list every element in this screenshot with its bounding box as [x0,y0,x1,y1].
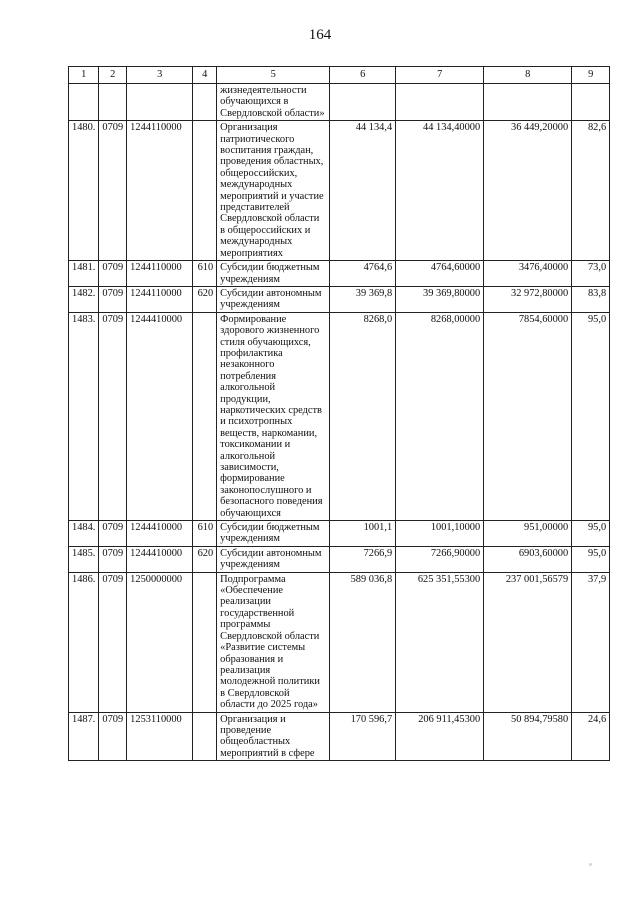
execution-percent: 95,0 [572,546,610,572]
approved-amount: 4764,60000 [396,261,484,287]
executed-amount: 951,00000 [484,521,572,547]
plan-amount: 7266,9 [330,546,396,572]
expense-type: 620 [193,286,217,312]
item-name: Подпрограмма «Обеспечение реализации государственной программы Свердловской области «Развитие системы образования и реализация молодежной политики в Свердловской области до 2025 года» [217,572,330,712]
row-number: 1480. [69,121,99,261]
table-row [69,261,610,287]
target-code: 1250000000 [127,572,193,712]
header-col-5: 5 [217,67,330,84]
header-col-8: 8 [484,67,572,84]
plan-amount: 44 134,4 [330,121,396,261]
plan-amount: 1001,1 [330,521,396,547]
table-row [69,286,610,312]
header-col-1: 1 [69,67,99,84]
row-number: 1482. [69,286,99,312]
target-code: 1244110000 [127,286,193,312]
target-code: 1244410000 [127,521,193,547]
header-col-7: 7 [396,67,484,84]
executed-amount: 36 449,20000 [484,121,572,261]
header-col-6: 6 [330,67,396,84]
executed-amount: 6903,60000 [484,546,572,572]
plan-amount: 589 036,8 [330,572,396,712]
section-code: 0709 [99,521,127,547]
row-number: 1485. [69,546,99,572]
table-row [69,572,610,712]
item-name: Организация и проведение общеобластных мероприятий в сфере [217,712,330,761]
item-name: Организация патриотического воспитания граждан, проведения областных, общероссийских, международных мероприятий и участие представителей Свердловской области в общероссийских и международных мероприятиях [217,121,330,261]
executed-amount: 237 001,56579 [484,572,572,712]
row-number: 1481. [69,261,99,287]
target-code: 1244110000 [127,261,193,287]
plan-amount: 39 369,8 [330,286,396,312]
item-name: Формирование здорового жизненного стиля обучающихся, профилактика незаконного потребления алкогольной продукции, наркотических средств и психотропных веществ, наркомании, токсикомании и алкогольной зависимости, формирование законопослушного и безопасного поведения обучающихся [217,312,330,520]
row-number [69,84,99,121]
target-code [127,84,193,121]
page-number: 164 [308,27,332,43]
plan-amount: 4764,6 [330,261,396,287]
section-code: 0709 [99,121,127,261]
execution-percent: 95,0 [572,312,610,520]
budget-table [68,66,610,761]
item-name: Субсидии автономным учреждениям [217,546,330,572]
expense-type [193,712,217,761]
section-code: 0709 [99,286,127,312]
plan-amount: 170 596,7 [330,712,396,761]
section-code [99,84,127,121]
header-col-2: 2 [99,67,127,84]
approved-amount: 8268,00000 [396,312,484,520]
table-row [69,712,610,761]
execution-percent: 37,9 [572,572,610,712]
row-number: 1483. [69,312,99,520]
header-row [69,67,610,84]
section-code: 0709 [99,261,127,287]
approved-amount [396,84,484,121]
executed-amount [484,84,572,121]
plan-amount [330,84,396,121]
scan-artifact [589,863,592,866]
plan-amount: 8268,0 [330,312,396,520]
approved-amount: 206 911,45300 [396,712,484,761]
target-code: 1244410000 [127,312,193,520]
table-row [69,521,610,547]
executed-amount: 50 894,79580 [484,712,572,761]
expense-type [193,312,217,520]
item-name: Субсидии автономным учреждениям [217,286,330,312]
execution-percent: 24,6 [572,712,610,761]
table-row [69,84,610,121]
table-row [69,546,610,572]
item-name: жизнедеятельности обучающихся в Свердловской области» [217,84,330,121]
expense-type [193,121,217,261]
section-code: 0709 [99,572,127,712]
execution-percent: 95,0 [572,521,610,547]
item-name: Субсидии бюджетным учреждениям [217,521,330,547]
row-number: 1486. [69,572,99,712]
table-row [69,312,610,520]
execution-percent: 73,0 [572,261,610,287]
header-col-4: 4 [193,67,217,84]
target-code: 1244110000 [127,121,193,261]
section-code: 0709 [99,712,127,761]
section-code: 0709 [99,312,127,520]
row-number: 1484. [69,521,99,547]
approved-amount: 44 134,40000 [396,121,484,261]
expense-type: 610 [193,521,217,547]
approved-amount: 1001,10000 [396,521,484,547]
expense-type: 610 [193,261,217,287]
execution-percent [572,84,610,121]
executed-amount: 32 972,80000 [484,286,572,312]
expense-type [193,572,217,712]
expense-type [193,84,217,121]
header-col-3: 3 [127,67,193,84]
execution-percent: 82,6 [572,121,610,261]
expense-type: 620 [193,546,217,572]
header-col-9: 9 [572,67,610,84]
executed-amount: 3476,40000 [484,261,572,287]
table-row [69,121,610,261]
approved-amount: 7266,90000 [396,546,484,572]
approved-amount: 39 369,80000 [396,286,484,312]
section-code: 0709 [99,546,127,572]
target-code: 1244410000 [127,546,193,572]
execution-percent: 83,8 [572,286,610,312]
item-name: Субсидии бюджетным учреждениям [217,261,330,287]
executed-amount: 7854,60000 [484,312,572,520]
target-code: 1253110000 [127,712,193,761]
row-number: 1487. [69,712,99,761]
approved-amount: 625 351,55300 [396,572,484,712]
